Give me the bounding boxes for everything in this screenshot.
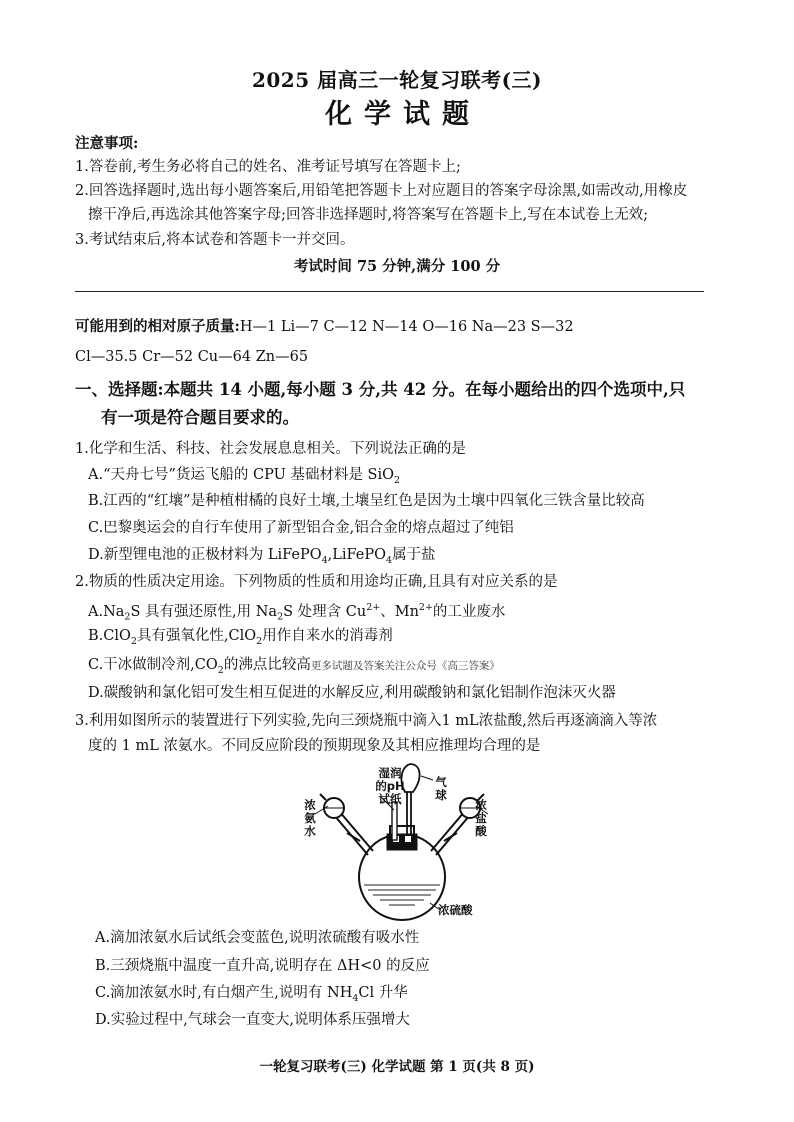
section-1-heading-line-1: 一、选择题:本题共 14 小题,每小题 3 分,共 42 分。在每小题给出的四个选项中,只 — [75, 380, 686, 399]
notice-heading: 注意事项: — [75, 135, 139, 152]
atomic-mass-label: 可能用到的相对原子质量: — [75, 318, 240, 335]
notice-item-2-line-1: 2.回答选择题时,选出每小题答案后,用铅笔把答题卡上对应题目的答案字母涂黑,如需改动,用橡皮 — [75, 183, 688, 199]
q3-option-c: C.滴加浓氨水时,有白烟产生,说明有 $NH_4Cl$ 升华 — [95, 985, 408, 1004]
q3-option-a: A.滴加浓氨水后试纸会变蓝色,说明浓硫酸有吸水性 — [95, 930, 420, 946]
atomic-mass-line-1 — [75, 317, 574, 337]
q1-stem: 1.化学和生活、科技、社会发展息息相关。下列说法正确的是 — [75, 441, 466, 457]
label-ph-paper: 湿润 的pH 试纸 — [375, 766, 405, 806]
notice-item-1: 1.答卷前,考生务必将自己的姓名、准考证号填写在答题卡上; — [75, 159, 461, 175]
q3-option-d: D.实验过程中,气球会一直变大,说明体系压强增大 — [95, 1012, 410, 1028]
ph-paper — [392, 802, 397, 840]
q1-option-d: D.新型锂电池的正极材料为 LiFePO$_4$,LiFePO$_4$属于盐 — [88, 547, 436, 566]
exam-info: 考试时间 75 分钟,满分 100 分 — [293, 258, 501, 275]
page-footer: 一轮复习联考(三) 化学试题 第 1 页(共 8 页) — [259, 1059, 535, 1075]
divider-rule — [75, 291, 704, 292]
atomic-mass-values-1: H—1 Li—7 C—12 N—14 O—16 Na—23 S—32 — [239, 319, 574, 335]
q2-option-d: D.碳酸钠和氯化铝可发生相互促进的水解反应,利用碳酸钠和氯化铝制作泡沫灭火器 — [88, 685, 616, 701]
q2-option-b: B.ClO$_2$具有强氧化性,ClO$_2$用作自来水的消毒剂 — [88, 628, 393, 647]
subject-title: 化学试题 — [325, 99, 481, 130]
q1-option-a: A.“天舟七号”货运飞船的 CPU 基础材料是 SiO$_2$ — [88, 467, 401, 486]
label-balloon: 气 球 — [435, 775, 447, 802]
q3-stem-line-1: 3.利用如图所示的装置进行下列实验,先向三颈烧瓶中滴入1 mL浓盐酸,然后再逐滴滴入等浓 — [75, 713, 658, 729]
q1-option-b: B.江西的“红壤”是种植柑橘的良好土壤,土壤呈红色是因为土壤中四氧化三铁含量比较高 — [88, 493, 645, 509]
label-conc-h2so4: 浓硫酸 — [438, 903, 473, 917]
section-1-heading-line-2: 有一项是符合题目要求的。 — [101, 408, 299, 427]
notice-item-2-line-2: 擦干净后,再选涂其他答案字母;回答非选择题时,将答案写在答题卡上,写在本试卷上无效; — [88, 207, 649, 223]
watermark-text: 更多试题及答案关注公众号《高三答案》 — [310, 660, 500, 672]
atomic-mass-line-2: Cl—35.5 Cr—52 Cu—64 Zn—65 — [75, 349, 309, 365]
q2-option-a: $A.Na_2S$ 具有强还原性,用 $Na_2S$ 处理含 $Cu^{2+}$、$Mn^{2+}$的工业废水 — [88, 602, 506, 623]
q2-stem: 2.物质的性质决定用途。下列物质的性质和用途均正确,且具有对应关系的是 — [75, 574, 558, 590]
q2-option-c: C.干冰做制冷剂$,CO_2$的沸点比较高更多试题及答案关注公众号《高三答案》 — [88, 657, 500, 676]
q3-option-b: B.三颈烧瓶中温度一直升高,说明存在 ΔH<0 的反应 — [95, 958, 430, 974]
q3-stem-line-2: 度的 1 mL 浓氨水。不同反应阶段的预期现象及其相应推理均合理的是 — [88, 738, 541, 754]
label-conc-ammonia: 浓 氨 水 — [304, 798, 316, 838]
q1-option-c: C.巴黎奥运会的自行车使用了新型铝合金,铝合金的熔点超过了纯铝 — [88, 520, 514, 536]
label-conc-hcl: 浓 盐 酸 — [475, 798, 487, 838]
notice-item-3: 3.考试结束后,将本试卷和答题卡一并交回。 — [75, 232, 355, 248]
exam-title: 2025 届高三一轮复习联考(三) — [251, 68, 543, 92]
